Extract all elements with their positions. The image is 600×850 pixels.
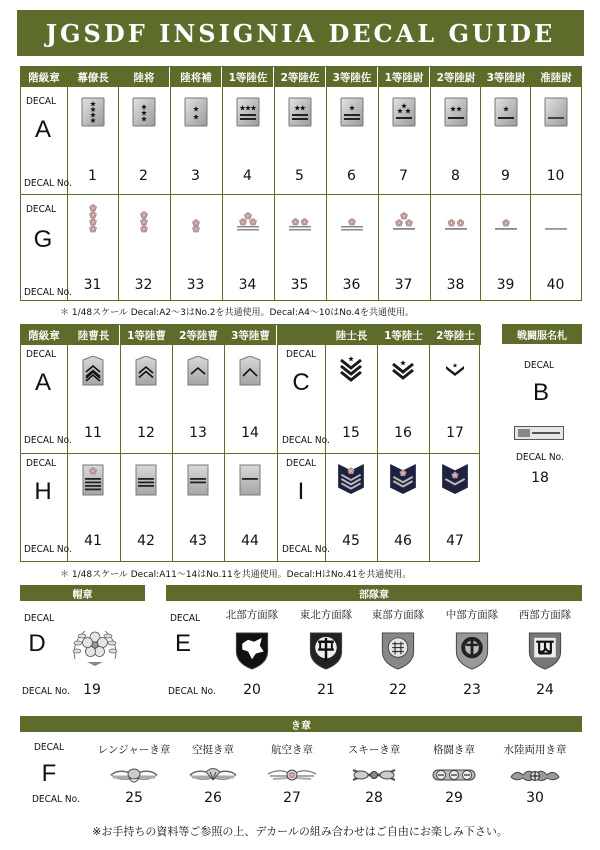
officer-insignia-a-6: [340, 97, 364, 127]
officer-insignia-a-2: [132, 97, 156, 127]
cap-decal-no-label: DECAL No.: [22, 686, 70, 697]
enlisted-i-decal-no-label: DECAL No.: [282, 544, 330, 555]
qual-number-5: 29: [445, 790, 463, 806]
officer-rank-header-2: 陸将: [119, 67, 169, 87]
officer-insignia-a-8: [444, 97, 468, 127]
officer-rank-header-6: 3等陸佐: [327, 67, 377, 87]
enlisted-note: ＊ 1/48スケール Decal:A11～14はNo.11を共通使用。Decal:HはNo.41を共通使用。: [60, 570, 412, 580]
officer-g-number-3: 33: [186, 277, 205, 293]
unit-name-1: 北部方面隊: [225, 609, 279, 621]
qual-decal-no-label: DECAL No.: [32, 794, 80, 805]
sgt-insignia-h-44: [239, 464, 261, 496]
officer-g-number-8: 38: [446, 277, 465, 293]
enlisted-col-divider: [172, 324, 173, 562]
enlisted-col-divider: [224, 324, 225, 562]
officer-insignia-a-7: [392, 97, 416, 127]
officer-rank-header-8: 2等陸尉: [431, 67, 481, 87]
officer-g-number-9: 39: [496, 277, 515, 293]
unit-letter: E: [174, 630, 191, 657]
enlisted-h-number-2: 42: [137, 533, 155, 549]
qual-insignia-26: [188, 766, 238, 784]
unit-number-1: 20: [243, 682, 261, 698]
enlisted-rank-header-4: 3等陸曹: [225, 325, 276, 345]
officer-col-divider: [430, 66, 431, 301]
officer-a-decal-no-label: DECAL No.: [24, 178, 72, 189]
unit-number-2: 21: [317, 682, 335, 698]
officer-insignia-a-3: [184, 97, 208, 127]
nametag-decal-no-label: DECAL No.: [516, 452, 564, 463]
qual-insignia-29: [429, 766, 479, 784]
sgt-insignia-a-12: [135, 356, 157, 386]
officer-insignia-a-9: [494, 97, 518, 127]
private-insignia-i-45: [338, 464, 364, 494]
enlisted-h-number-4: 44: [241, 533, 259, 549]
unit-insignia-21: [308, 630, 344, 672]
officer-g-number-4: 34: [238, 277, 257, 293]
enlisted-a-decal-label: DECAL: [26, 349, 57, 360]
enlisted-rank-header-2: 1等陸曹: [121, 325, 172, 345]
officer-note: ＊ 1/48スケール Decal:A2～3はNo.2を共通使用。Decal:A4～10はNo.4を共通使用。: [60, 308, 414, 318]
officer-g-number-6: 36: [342, 277, 361, 293]
qual-name-3: 航空き章: [271, 744, 313, 756]
qual-number-4: 28: [365, 790, 383, 806]
officer-col-divider: [326, 66, 327, 301]
officer-a-number-1: 1: [88, 168, 97, 184]
officer-insignia-g-10: [544, 202, 568, 234]
sgt-insignia-h-41: [82, 464, 104, 496]
unit-header: [166, 585, 582, 601]
enlisted-col-divider: [429, 324, 430, 562]
enlisted-h-letter: H: [34, 478, 52, 505]
enlisted-rank-header-1: 陸曹長: [68, 325, 119, 345]
qual-name-2: 空挺き章: [192, 744, 234, 756]
private-insignia-c-17: [443, 356, 467, 384]
qual-header: [20, 716, 582, 732]
officer-g-number-5: 35: [290, 277, 309, 293]
enlisted-h-number-3: 43: [189, 533, 207, 549]
unit-insignia-24: [527, 630, 563, 672]
cap-insignia: [70, 622, 120, 668]
officer-rank-header-10: 准陸尉: [531, 67, 581, 87]
enlisted-i-decal-label: DECAL: [286, 458, 317, 469]
sgt-insignia-a-13: [187, 356, 209, 386]
private-rank-header-3: 2等陸士: [430, 325, 481, 345]
enlisted-a-number-4: 14: [241, 425, 259, 441]
private-insignia-c-15: [339, 356, 363, 384]
officer-a-number-8: 8: [451, 168, 460, 184]
officer-col-divider: [378, 66, 379, 301]
qual-insignia-27: [267, 766, 317, 784]
unit-number-4: 23: [463, 682, 481, 698]
cap-letter: D: [28, 630, 46, 657]
officer-rank-header-9: 3等陸尉: [481, 67, 531, 87]
officer-insignia-g-1: [81, 202, 105, 234]
private-insignia-c-16: [391, 356, 415, 384]
officer-a-number-3: 3: [191, 168, 200, 184]
enlisted-c-decal-label: DECAL: [286, 349, 317, 360]
officer-rank-header-1: 幕僚長: [68, 67, 118, 87]
nametag-letter: B: [532, 379, 549, 406]
private-rank-header-1: 陸士長: [326, 325, 377, 345]
unit-decal-label: DECAL: [170, 613, 201, 624]
officer-a-number-5: 5: [295, 168, 304, 184]
unit-insignia-23: [454, 630, 490, 672]
enlisted-h-decal-no-label: DECAL No.: [24, 544, 72, 555]
enlisted-a-number-3: 13: [189, 425, 207, 441]
sgt-insignia-h-43: [187, 464, 209, 496]
officer-insignia-g-4: [236, 202, 260, 234]
private-insignia-i-47: [442, 464, 468, 494]
officer-header-label: 階級章: [28, 71, 60, 84]
qual-insignia-30: [510, 766, 560, 784]
unit-header-label: 部隊章: [359, 589, 389, 601]
unit-decal-no-label: DECAL No.: [168, 686, 216, 697]
qual-number-1: 25: [125, 790, 143, 806]
officer-g-decal-label: DECAL: [26, 204, 57, 215]
nametag-header-label: 戦闘服名札: [517, 330, 567, 342]
sgt-insignia-a-11: [82, 356, 104, 386]
officer-col-divider: [530, 66, 531, 301]
unit-number-3: 22: [389, 682, 407, 698]
enlisted-a-decal-no-label: DECAL No.: [24, 435, 72, 446]
nametag-insignia: [514, 426, 564, 440]
private-insignia-i-46: [390, 464, 416, 494]
officer-insignia-a-1: [81, 97, 105, 127]
qual-letter: F: [41, 760, 57, 787]
enlisted-col-divider: [277, 324, 278, 562]
enlisted-c-number-2: 16: [394, 425, 412, 441]
officer-g-number-2: 32: [134, 277, 153, 293]
officer-col-divider: [118, 66, 119, 301]
officer-insignia-a-4: [236, 97, 260, 127]
officer-a-number-4: 4: [243, 168, 252, 184]
page-title: JGSDF INSIGNIA DECAL GUIDE: [45, 18, 556, 48]
enlisted-c-number-1: 15: [342, 425, 360, 441]
qual-decal-label: DECAL: [34, 742, 65, 753]
officer-g-number-7: 37: [394, 277, 413, 293]
officer-a-number-2: 2: [139, 168, 148, 184]
officer-rank-header-5: 2等陸佐: [275, 67, 325, 87]
officer-col-divider: [274, 66, 275, 301]
enlisted-header-gap: [277, 325, 325, 345]
unit-number-5: 24: [536, 682, 554, 698]
officer-col-divider: [222, 66, 223, 301]
cap-decal-label: DECAL: [24, 613, 55, 624]
page-banner: [17, 10, 584, 56]
qual-name-5: 格闘き章: [433, 744, 475, 756]
qual-insignia-25: [109, 766, 159, 784]
enlisted-i-number-2: 46: [394, 533, 412, 549]
officer-a-number-9: 9: [501, 168, 510, 184]
officer-g-number-1: 31: [83, 277, 102, 293]
enlisted-c-letter: C: [292, 369, 310, 396]
unit-name-3: 東部方面隊: [371, 609, 425, 621]
cap-number: 19: [83, 682, 101, 698]
qual-name-1: レンジャーき章: [97, 744, 171, 756]
sgt-insignia-h-42: [135, 464, 157, 496]
qual-name-4: スキーき章: [347, 744, 401, 756]
unit-insignia-22: [380, 630, 416, 672]
enlisted-header-label: 階級章: [28, 329, 60, 342]
qual-number-2: 26: [204, 790, 222, 806]
unit-name-2: 東北方面隊: [299, 609, 353, 621]
officer-rank-header-3: 陸将補: [171, 67, 221, 87]
officer-insignia-a-5: [288, 97, 312, 127]
enlisted-i-number-3: 47: [446, 533, 464, 549]
officer-g-decal-no-label: DECAL No.: [24, 287, 72, 298]
enlisted-a-number-1: 11: [84, 425, 102, 441]
enlisted-row-divider: [20, 453, 480, 454]
cap-header-label: 帽章: [72, 589, 93, 601]
officer-insignia-g-6: [340, 202, 364, 234]
qual-header-label: き章: [291, 720, 311, 732]
officer-insignia-g-3: [184, 202, 208, 234]
enlisted-c-decal-no-label: DECAL No.: [282, 435, 330, 446]
officer-a-decal-label: DECAL: [26, 96, 57, 107]
officer-insignia-g-8: [444, 202, 468, 234]
enlisted-col-divider: [120, 324, 121, 562]
unit-name-4: 中部方面隊: [445, 609, 499, 621]
qual-number-3: 27: [283, 790, 301, 806]
enlisted-i-number-1: 45: [342, 533, 360, 549]
cap-header: [20, 585, 145, 601]
officer-insignia-g-2: [132, 202, 156, 234]
officer-row-divider: [20, 194, 582, 195]
officer-insignia-g-7: [392, 202, 416, 234]
private-rank-header-2: 1等陸士: [378, 325, 429, 345]
officer-table-header: [21, 67, 67, 87]
officer-insignia-g-5: [288, 202, 312, 234]
officer-insignia-a-10: [544, 97, 568, 127]
enlisted-h-number-1: 41: [84, 533, 102, 549]
officer-g-letter: G: [33, 226, 53, 253]
unit-insignia-20: [234, 630, 270, 672]
officer-a-number-10: 10: [546, 168, 565, 184]
footer-note: ※お手持ちの資料等ご参照の上、デカールの組み合わせはご自由にお楽しみ下さい。: [92, 825, 508, 838]
officer-a-number-6: 6: [347, 168, 356, 184]
enlisted-table-header: [21, 325, 67, 345]
qual-insignia-28: [349, 766, 399, 784]
officer-rank-header-7: 1等陸尉: [379, 67, 429, 87]
officer-a-number-7: 7: [399, 168, 408, 184]
officer-rank-header-4: 1等陸佐: [223, 67, 273, 87]
enlisted-i-letter: I: [297, 478, 305, 505]
qual-name-6: 水陸両用き章: [503, 744, 567, 756]
enlisted-rank-header-3: 2等陸曹: [173, 325, 224, 345]
officer-col-divider: [170, 66, 171, 301]
qual-number-6: 30: [526, 790, 544, 806]
nametag-number: 18: [531, 470, 549, 486]
unit-name-5: 西部方面隊: [518, 609, 572, 621]
nametag-decal-label: DECAL: [524, 360, 555, 371]
nametag-header: [502, 324, 582, 344]
enlisted-h-decal-label: DECAL: [26, 458, 57, 469]
officer-g-number-10: 40: [546, 277, 565, 293]
officer-a-letter: A: [34, 116, 51, 143]
officer-insignia-g-9: [494, 202, 518, 234]
officer-col-divider: [480, 66, 481, 301]
enlisted-c-number-3: 17: [446, 425, 464, 441]
enlisted-a-number-2: 12: [137, 425, 155, 441]
sgt-insignia-a-14: [239, 356, 261, 386]
enlisted-col-divider: [377, 324, 378, 562]
enlisted-a-letter: A: [34, 369, 51, 396]
